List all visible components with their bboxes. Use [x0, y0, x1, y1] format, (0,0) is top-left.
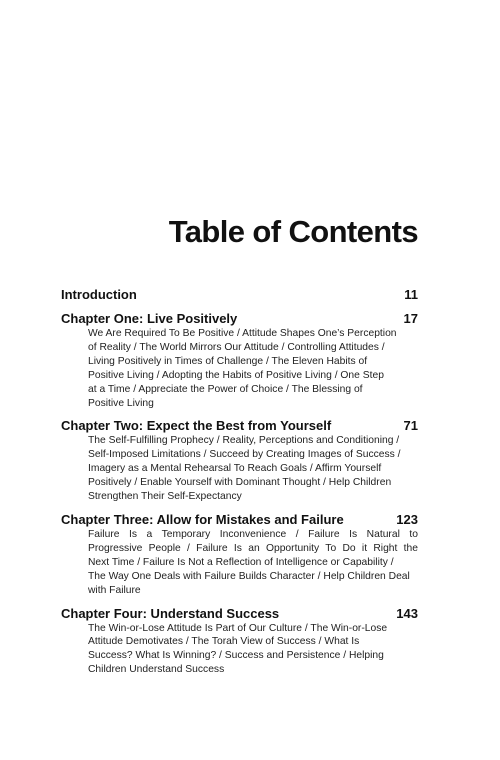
- toc-entry-page-number: 143: [396, 605, 418, 621]
- toc-entry-header: [61, 287, 418, 303]
- subtopic-line: Imagery as a Mental Rehearsal To Reach Goals / Affirm Yourself: [88, 463, 382, 475]
- toc-entry-title: Chapter Four: Understand Success: [61, 605, 280, 621]
- subtopic-line: Positive Living / Adopting the Habits of Positive Living / One Step: [88, 369, 384, 381]
- toc-entry-subtopics: [88, 528, 418, 598]
- toc-entry-chapter-one: [61, 311, 418, 410]
- toc-entry-subtopics: [88, 622, 418, 678]
- subtopic-line: The Win-or-Lose Attitude Is Part of Our Culture / The Win-or-Lose: [88, 622, 388, 634]
- toc-entry-header: [61, 606, 418, 622]
- subtopic-line: Attitude Demotivates / The Torah View of Success / What Is: [88, 636, 360, 648]
- toc-entry-chapter-three: [61, 512, 418, 598]
- toc-list: [61, 287, 418, 677]
- subtopic-line: Strengthen Their Self-Expectancy: [88, 491, 242, 503]
- subtopic-line: The Self-Fulfilling Prophecy / Reality, Perceptions and Conditioning /: [88, 435, 400, 447]
- toc-entry-title: Chapter One: Live Positively: [61, 311, 238, 326]
- subtopic-line: Children Understand Success: [88, 664, 225, 676]
- toc-entry-page-number: 71: [403, 418, 418, 434]
- subtopic-line: Next Time / Failure Is Not a Reflection of Intelligence or Capability /: [88, 556, 394, 568]
- subtopic-line: Positively / Enable Yourself with Dominant Thought / Help Children: [88, 477, 392, 489]
- subtopic-line: Progressive People / Failure Is an Opportunity To Do it Right the: [88, 542, 418, 554]
- subtopic-line: Success? What Is Winning? / Success and Persistence / Helping: [88, 650, 384, 662]
- toc-entry-chapter-two: [61, 418, 418, 504]
- toc-entry-page-number: 17: [403, 311, 418, 326]
- subtopic-line: Failure Is a Temporary Inconvenience / Failure Is Natural to: [88, 528, 418, 540]
- toc-entry-subtopics: [88, 434, 418, 504]
- subtopic-line: Self-Imposed Limitations / Succeed by Creating Images of Success /: [88, 449, 401, 461]
- subtopic-line: We Are Required To Be Positive / Attitude Shapes One’s Perception: [88, 328, 397, 339]
- toc-entry-header: [61, 418, 418, 434]
- toc-entry-page-number: 123: [396, 511, 418, 527]
- toc-entry-page-number: 11: [404, 287, 418, 302]
- page-title: Table of Contents: [168, 213, 418, 249]
- subtopic-line: Positive Living: [88, 397, 154, 409]
- toc-entry-chapter-four: [61, 606, 418, 678]
- toc-entry-introduction: [61, 287, 418, 303]
- toc-entry-title: Chapter Two: Expect the Best from Yourself: [61, 418, 332, 434]
- toc-entry-header: [61, 311, 418, 327]
- toc-entry-title: Introduction: [61, 287, 137, 302]
- subtopic-line: of Reality / The World Mirrors Our Attitude / Controlling Attitudes /: [88, 341, 385, 353]
- toc-entry-title: Chapter Three: Allow for Mistakes and Failure: [61, 511, 344, 527]
- subtopic-line: The Way One Deals with Failure Builds Character / Help Children Deal: [88, 570, 410, 582]
- subtopic-line: at a Time / Appreciate the Power of Choice / The Blessing of: [88, 383, 363, 395]
- toc-entry-subtopics: [88, 327, 418, 410]
- subtopic-line: Living Positively in Times of Challenge / The Eleven Habits of: [88, 355, 368, 367]
- toc-entry-header: [61, 512, 418, 528]
- subtopic-line: with Failure: [88, 584, 141, 596]
